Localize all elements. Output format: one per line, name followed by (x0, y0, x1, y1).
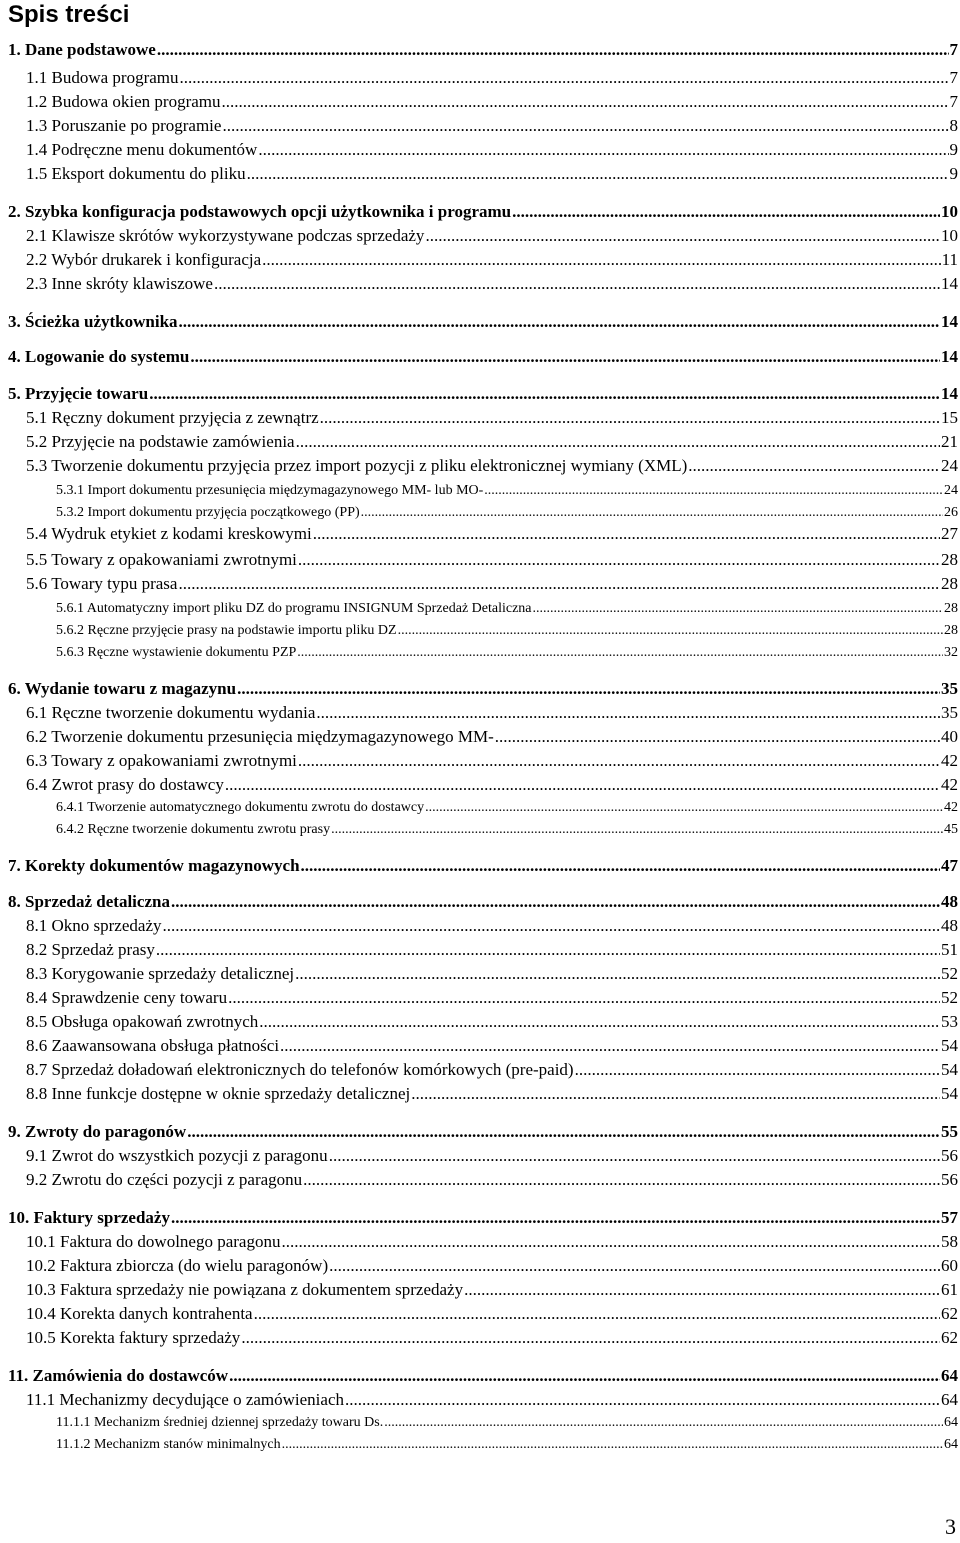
toc-entry-title: 10.3 Faktura sprzedaży nie powiązana z dokumentem sprzedaży (26, 1280, 464, 1299)
toc-entry-title: 6.3 Towary z opakowaniami zwrotnymi (26, 751, 297, 770)
toc-entry-title: 5.4 Wydruk etykiet z kodami kreskowymi (26, 524, 312, 543)
toc-entry[interactable] (0, 520, 960, 544)
toc-entry[interactable] (0, 570, 960, 594)
toc-entry[interactable] (0, 428, 960, 452)
toc-entry-title: 8.2 Sprzedaż prasy (26, 940, 155, 959)
toc-entry-title: 5.6.2 Ręczne przyjęcie prasy na podstawie importu pliku DZ (56, 623, 397, 638)
toc-entry-title: 6.4 Zwrot prasy do dostawcy (26, 775, 224, 794)
toc-entry[interactable] (0, 771, 960, 795)
toc-entry-page: 52 (941, 988, 958, 1007)
toc-entry-title: 5.5 Towary z opakowaniami zwrotnymi (26, 550, 297, 569)
toc-entry-title: 1.4 Podręczne menu dokumentów (26, 140, 258, 159)
toc-entry-page: 27 (941, 524, 958, 543)
toc-entry[interactable] (0, 198, 960, 222)
toc-entry-title: 6.4.1 Tworzenie automatycznego dokumentu zwrotu do dostawcy (56, 800, 425, 815)
dot-leader (298, 550, 940, 570)
toc-entry-page: 14 (941, 312, 958, 331)
toc-entry-title: 9. Zwroty do paragonów (8, 1122, 187, 1141)
toc-entry[interactable] (0, 888, 960, 912)
dot-leader (313, 524, 940, 544)
dot-leader (262, 250, 940, 270)
toc-entry-title: 5.2 Przyjęcie na podstawie zamówienia (26, 432, 295, 451)
dot-leader (225, 775, 940, 795)
toc-entry-page: 28 (941, 550, 958, 569)
toc-entry-title: 4. Logowanie do systemu (8, 347, 190, 366)
dot-leader (171, 892, 940, 912)
toc-entry-title: 8.3 Korygowanie sprzedaży detalicznej (26, 964, 295, 983)
toc-entry-page: 7 (949, 68, 958, 87)
toc-entry-title: 10.5 Korekta faktury sprzedaży (26, 1328, 241, 1347)
toc-entry-page: 35 (941, 703, 958, 722)
dot-leader (178, 574, 940, 594)
dot-leader (237, 679, 940, 699)
toc-entry-page: 42 (941, 751, 958, 770)
toc-entry[interactable] (0, 1166, 960, 1190)
toc-entry-page: 48 (941, 892, 958, 911)
dot-leader (163, 916, 941, 936)
toc-entry[interactable] (0, 476, 960, 500)
toc-entry[interactable] (0, 160, 960, 184)
toc-entry-title: 8.7 Sprzedaż doładowań elektronicznych do telefonów komórkowych (pre-paid) (26, 1060, 574, 1079)
dot-leader (258, 140, 948, 160)
toc-entry-title: 5.3.2 Import dokumentu przyjęcia początkowego (PP) (56, 505, 360, 520)
toc-entry-title: 6. Wydanie towaru z magazynu (8, 679, 237, 698)
toc-entry-title: 11.1.1 Mechanizm średniej dziennej sprzedaży towaru Ds. (56, 1415, 384, 1430)
toc-entry-page: 51 (941, 940, 958, 959)
toc-entry[interactable] (0, 1032, 960, 1056)
toc-entry[interactable] (0, 1118, 960, 1142)
toc-entry-title: 11.1.2 Mechanizm stanów minimalnych (56, 1437, 281, 1452)
toc-entry-title: 5. Przyjęcie towaru (8, 384, 149, 403)
toc-entry-page: 47 (941, 856, 958, 875)
toc-entry-page: 53 (941, 1012, 958, 1031)
toc-entry[interactable] (0, 1430, 960, 1454)
toc-entry-title: 1.1 Budowa programu (26, 68, 179, 87)
dot-leader (187, 1122, 940, 1142)
toc-entry-page: 14 (941, 274, 958, 293)
toc-entry-page: 64 (941, 1366, 958, 1385)
toc-entry-page: 35 (941, 679, 958, 698)
toc-entry[interactable] (0, 380, 960, 404)
toc-entry-page: 60 (941, 1256, 958, 1275)
toc-entry[interactable] (0, 1276, 960, 1300)
toc-entry-page: 14 (941, 384, 958, 403)
dot-leader (222, 92, 949, 112)
toc-entry[interactable] (0, 64, 960, 88)
dot-leader (329, 1256, 940, 1276)
dot-leader (157, 40, 949, 60)
toc-entry-title: 5.3 Tworzenie dokumentu przyjęcia przez import pozycji z pliku elektronicznej wymiany (XML) (26, 456, 688, 475)
toc-entry[interactable] (0, 308, 960, 332)
toc-entry[interactable] (0, 936, 960, 960)
toc-entry[interactable] (0, 452, 960, 476)
toc-entry[interactable] (0, 1142, 960, 1166)
dot-leader (688, 456, 940, 476)
toc-entry-page: 54 (941, 1084, 958, 1103)
document-title: Spis treści (8, 1, 130, 28)
toc-entry-page: 62 (941, 1328, 958, 1347)
dot-leader (247, 164, 949, 184)
toc-entry-title: 8.4 Sprawdzenie ceny towaru (26, 988, 228, 1007)
toc-entry-page: 54 (941, 1036, 958, 1055)
dot-leader (254, 1304, 940, 1324)
toc-entry[interactable] (0, 747, 960, 771)
toc-entry-title: 7. Korekty dokumentów magazynowych (8, 856, 300, 875)
toc-entry-page: 9 (949, 164, 958, 183)
toc-entry-page: 28 (944, 601, 958, 616)
dot-leader (303, 1170, 940, 1190)
toc-entry-page: 55 (941, 1122, 958, 1141)
toc-entry-title: 2.1 Klawisze skrótów wykorzystywane podczas sprzedaży (26, 226, 425, 245)
toc-entry-page: 48 (941, 916, 958, 935)
toc-entry[interactable] (0, 594, 960, 618)
dot-leader (259, 1012, 940, 1032)
dot-leader (425, 226, 940, 246)
toc-entry-title: 9.1 Zwrot do wszystkich pozycji z paragonu (26, 1146, 328, 1165)
dot-leader (156, 940, 940, 960)
toc-entry[interactable] (0, 246, 960, 270)
toc-entry[interactable] (0, 498, 960, 522)
toc-entry[interactable] (0, 1008, 960, 1032)
toc-entry[interactable] (0, 1386, 960, 1410)
toc-entry-title: 1.3 Poruszanie po programie (26, 116, 222, 135)
toc-entry-title: 10. Faktury sprzedaży (8, 1208, 170, 1227)
toc-entry[interactable] (0, 1408, 960, 1432)
dot-leader (179, 312, 940, 332)
dot-leader (298, 751, 940, 771)
toc-entry[interactable] (0, 638, 960, 662)
toc-entry-title: 5.1 Ręczny dokument przyjęcia z zewnątrz (26, 408, 319, 427)
page-number: 3 (945, 1514, 956, 1539)
dot-leader (297, 644, 943, 662)
toc-entry-page: 28 (944, 623, 958, 638)
toc-entry[interactable] (0, 222, 960, 246)
toc-entry-title: 5.3.1 Import dokumentu przesunięcia międzymagazynowego MM- lub MO- (56, 483, 484, 498)
toc-entry-title: 8.6 Zaawansowana obsługa płatności (26, 1036, 280, 1055)
dot-leader (282, 1436, 943, 1454)
dot-leader (301, 856, 940, 876)
toc-entry[interactable] (0, 1056, 960, 1080)
toc-entry[interactable] (0, 343, 960, 367)
dot-leader (512, 202, 940, 222)
dot-leader (190, 347, 940, 367)
toc-entry-page: 61 (941, 1280, 958, 1299)
dot-leader (295, 964, 940, 984)
toc-entry-page: 42 (941, 775, 958, 794)
toc-entry-page: 14 (941, 347, 958, 366)
toc-entry-title: 2.2 Wybór drukarek i konfiguracja (26, 250, 262, 269)
toc-entry-page: 58 (941, 1232, 958, 1251)
dot-leader (464, 1280, 940, 1300)
toc-entry[interactable] (0, 1252, 960, 1276)
toc-entry[interactable] (0, 1324, 960, 1348)
toc-entry-page: 45 (944, 822, 958, 837)
toc-entry[interactable] (0, 675, 960, 699)
toc-entry-page: 7 (949, 40, 958, 59)
toc-entry-page: 7 (949, 92, 958, 111)
toc-entry[interactable] (0, 112, 960, 136)
toc-entry[interactable] (0, 404, 960, 428)
toc-entry-page: 62 (941, 1304, 958, 1323)
toc-entry-page: 11 (941, 250, 958, 269)
dot-leader (222, 116, 948, 136)
dot-leader (149, 384, 940, 404)
toc-entry[interactable] (0, 1228, 960, 1252)
dot-leader (411, 1084, 940, 1104)
toc-entry-page: 15 (941, 408, 958, 427)
toc-entry-title: 2.3 Inne skróty klawiszowe (26, 274, 213, 293)
dot-leader (331, 821, 943, 839)
dot-leader (229, 1366, 940, 1386)
dot-leader (329, 1146, 940, 1166)
toc-entry-page: 54 (941, 1060, 958, 1079)
dot-leader (575, 1060, 940, 1080)
toc-entry[interactable] (0, 1300, 960, 1324)
toc-entry-title: 2. Szybka konfiguracja podstawowych opcji użytkownika i programu (8, 202, 512, 221)
toc-entry-title: 8. Sprzedaż detaliczna (8, 892, 170, 911)
toc-entry[interactable] (0, 136, 960, 160)
toc-entry-title: 6.2 Tworzenie dokumentu przesunięcia międzymagazynowego MM- (26, 727, 494, 746)
toc-entry-title: 8.8 Inne funkcje dostępne w oknie sprzedaży detalicznej (26, 1084, 411, 1103)
dot-leader (281, 1232, 940, 1252)
toc-entry-page: 56 (941, 1146, 958, 1165)
toc-entry-page: 57 (941, 1208, 958, 1227)
dot-leader (280, 1036, 940, 1056)
toc-entry[interactable] (0, 616, 960, 640)
toc-entry-page: 26 (944, 505, 958, 520)
toc-entry[interactable] (0, 960, 960, 984)
dot-leader (241, 1328, 940, 1348)
toc-entry-page: 64 (944, 1415, 958, 1430)
toc-entry-page: 64 (944, 1437, 958, 1452)
toc-entry-title: 8.5 Obsługa opakowań zwrotnych (26, 1012, 259, 1031)
toc-entry-title: 5.6.3 Ręczne wystawienie dokumentu PZP (56, 645, 297, 660)
toc-entry-page: 24 (944, 483, 958, 498)
toc-entry[interactable] (0, 852, 960, 876)
toc-entry-page: 9 (949, 140, 958, 159)
toc-entry[interactable] (0, 1362, 960, 1386)
dot-leader (296, 432, 940, 452)
toc-entry-page: 28 (941, 574, 958, 593)
toc-entry-title: 1. Dane podstawowe (8, 40, 156, 59)
toc-entry[interactable] (0, 723, 960, 747)
toc-entry-title: 9.2 Zwrotu do części pozycji z paragonu (26, 1170, 303, 1189)
toc-entry-page: 42 (944, 800, 958, 815)
dot-leader (345, 1390, 940, 1410)
toc-entry-title: 6.1 Ręczne tworzenie dokumentu wydania (26, 703, 316, 722)
toc-entry[interactable] (0, 1204, 960, 1228)
toc-entry[interactable] (0, 36, 960, 60)
toc-entry-title: 6.4.2 Ręczne tworzenie dokumentu zwrotu prasy (56, 822, 331, 837)
toc-entry-page: 21 (941, 432, 958, 451)
toc-entry-title: 3. Ścieżka użytkownika (8, 312, 178, 331)
toc-entry-page: 56 (941, 1170, 958, 1189)
dot-leader (180, 68, 949, 88)
dot-leader (495, 727, 940, 747)
toc-entry-title: 8.1 Okno sprzedaży (26, 916, 162, 935)
toc-entry-title: 5.6 Towary typu prasa (26, 574, 178, 593)
toc-entry[interactable] (0, 815, 960, 839)
toc-entry[interactable] (0, 88, 960, 112)
dot-leader (171, 1208, 940, 1228)
toc-entry-title: 5.6.1 Automatyczny import pliku DZ do programu INSIGNUM Sprzedaż Detaliczna (56, 601, 532, 616)
toc-entry-page: 24 (941, 456, 958, 475)
toc-entry-title: 11. Zamówienia do dostawców (8, 1366, 229, 1385)
toc-entry-page: 10 (941, 226, 958, 245)
dot-leader (316, 703, 940, 723)
toc-entry-page: 10 (941, 202, 958, 221)
toc-entry[interactable] (0, 984, 960, 1008)
dot-leader (214, 274, 940, 294)
toc-entry-title: 1.2 Budowa okien programu (26, 92, 221, 111)
dot-leader (320, 408, 940, 428)
dot-leader (228, 988, 940, 1008)
toc-entry[interactable] (0, 546, 960, 570)
toc-entry[interactable] (0, 1080, 960, 1104)
toc-entry-page: 52 (941, 964, 958, 983)
toc-entry-page: 64 (941, 1390, 958, 1409)
toc-entry-page: 8 (949, 116, 958, 135)
toc-entry-page: 32 (944, 645, 958, 660)
toc-entry[interactable] (0, 270, 960, 294)
toc-entry-title: 11.1 Mechanizmy decydujące o zamówieniach (26, 1390, 344, 1409)
toc-entry-title: 10.2 Faktura zbiorcza (do wielu paragonów) (26, 1256, 329, 1275)
toc-entry-page: 40 (941, 727, 958, 746)
toc-entry[interactable] (0, 699, 960, 723)
toc-entry[interactable] (0, 793, 960, 817)
toc-entry[interactable] (0, 912, 960, 936)
toc-entry-title: 1.5 Eksport dokumentu do pliku (26, 164, 246, 183)
toc-entry-title: 10.1 Faktura do dowolnego paragonu (26, 1232, 281, 1251)
toc-entry-title: 10.4 Korekta danych kontrahenta (26, 1304, 253, 1323)
